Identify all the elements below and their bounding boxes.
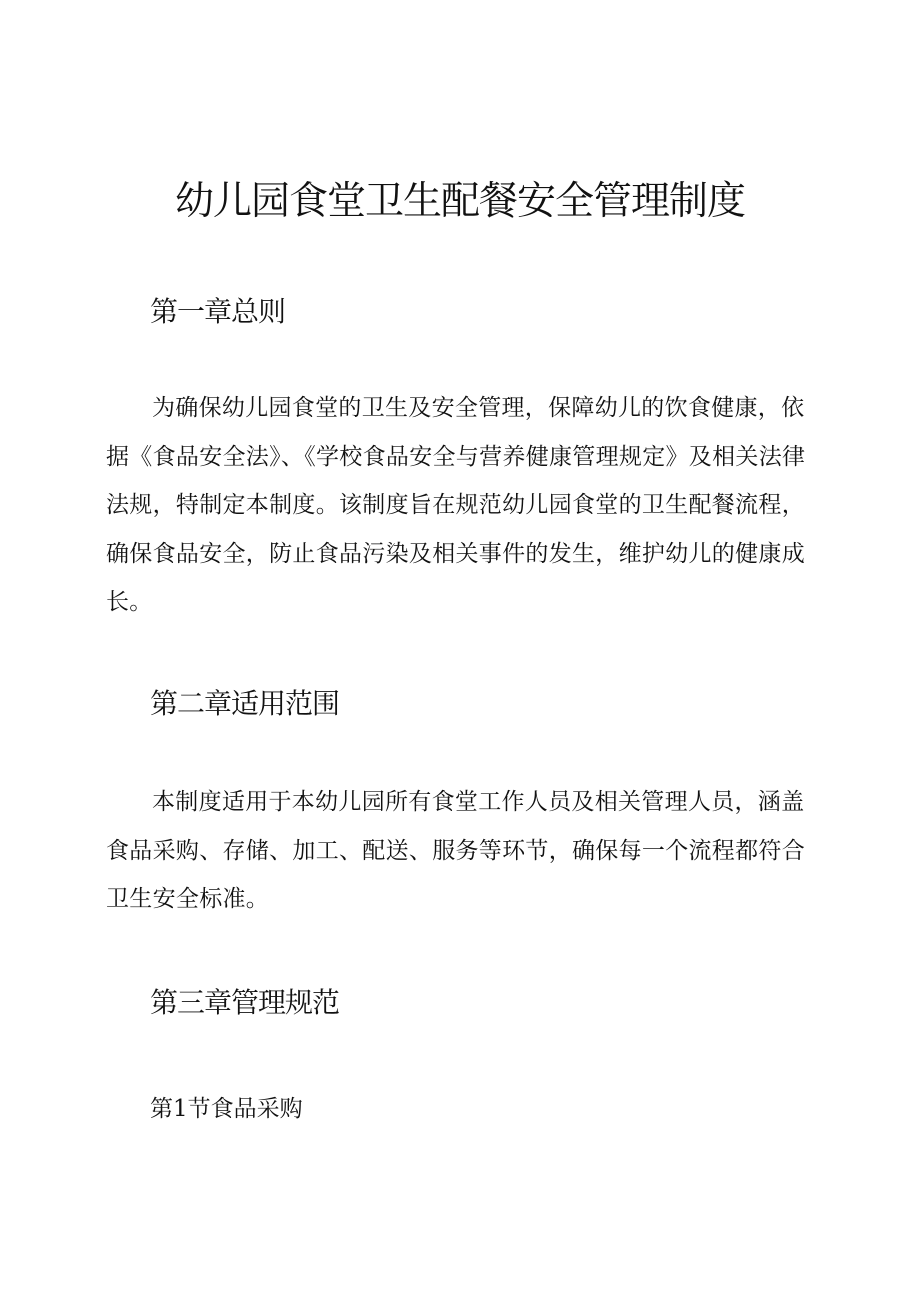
chapter-1-paragraph: 为确保幼儿园食堂的卫生及安全管理，保障幼儿的饮食健康，依据《食品安全法》、《学校食品安全与营养健康管理规定》及相关法律法规，特制定本制度。该制度旨在规范幼儿园食堂的卫生配餐流程，确保食品安全，防止食品污染及相关事件的发生，维护幼儿的健康成长。 <box>106 395 806 615</box>
chapter-3-heading: 第三章管理规范 <box>150 986 340 1019</box>
document-title: 幼儿园食堂卫生配餐安全管理制度 <box>174 179 745 224</box>
chapter-2-heading: 第二章适用范围 <box>150 687 340 720</box>
chapter-1-heading: 第一章总则 <box>150 295 286 328</box>
chapter-2-paragraph: 本制度适用于本幼儿园所有食堂工作人员及相关管理人员，涵盖食品采购、存储、加工、配送、服务等环节，确保每一个流程都符合卫生安全标准。 <box>106 789 805 912</box>
section-1-heading: 第1节食品采购 <box>150 1096 303 1122</box>
